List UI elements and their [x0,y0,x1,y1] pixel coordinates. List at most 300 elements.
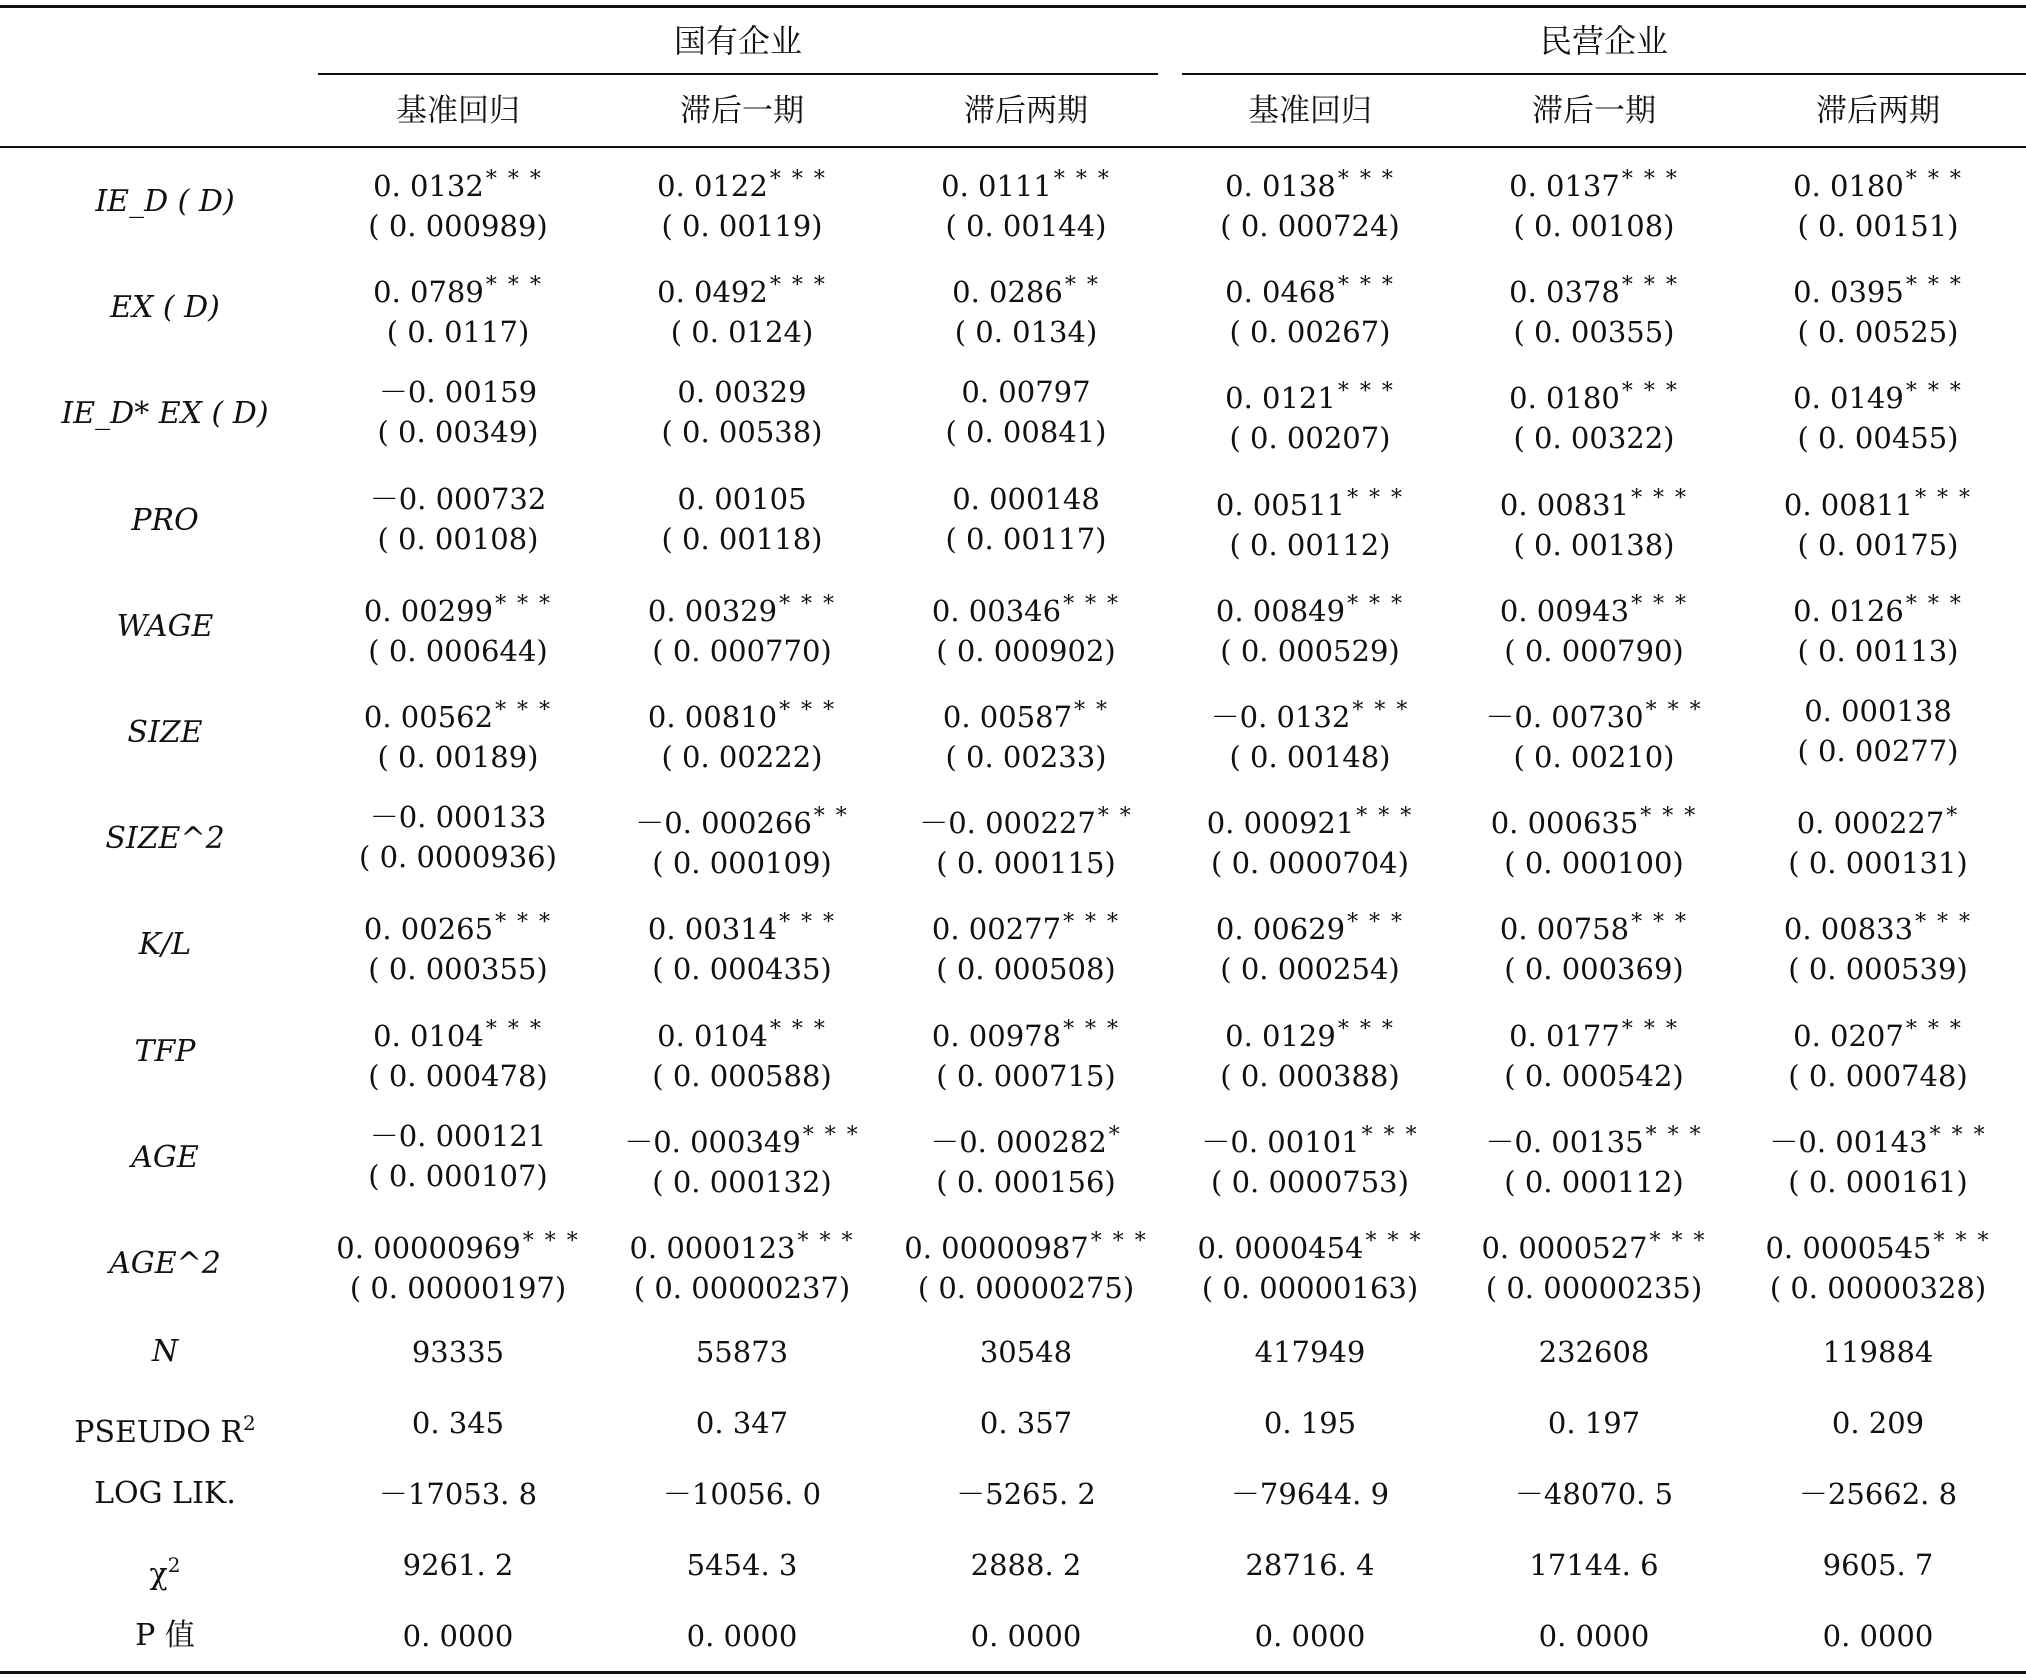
coefficient-line [1728,1116,2026,1162]
table-cell [308,1116,608,1196]
significance-stars: * * [813,804,849,830]
coefficient: －0. 00159 [378,375,538,410]
coefficient: －0. 000732 [369,481,547,516]
coefficient: 0. 0207 [1793,1018,1904,1053]
standard-error: ( 0. 00138) [1513,527,1675,562]
significance-stars: * * * [1356,804,1414,830]
standard-error: ( 0. 00113) [1797,633,1959,668]
standard-error: ( 0. 000161) [1788,1164,1968,1199]
table-cell [592,691,892,777]
significance-stars: * * * [485,1016,543,1042]
standard-error: ( 0. 00000328) [1769,1271,1987,1305]
significance-stars: * * * [769,167,827,192]
coefficient: －0. 000227 [919,806,1096,841]
significance-stars: * * * [779,698,837,723]
table-cell [876,372,1176,452]
coefficient-line [1444,797,1744,843]
coefficient: 0. 0132 [373,169,484,203]
table-cell [1728,372,2026,458]
standard-error: ( 0. 0000936) [359,840,557,875]
table-cell [1728,797,2026,883]
table-cell [1728,479,2026,565]
coefficient-line [876,1010,1176,1056]
standard-error: ( 0. 00349) [377,415,539,450]
coefficient: 0. 0378 [1509,275,1620,310]
coefficient-line [1728,479,2026,525]
table-cell [876,903,1176,989]
coefficient-line [1160,797,1460,843]
table-cell [308,1222,608,1308]
table-cell [1160,160,1460,246]
coefficient-line [876,691,1176,737]
coefficient: 0. 000148 [952,481,1100,516]
significance-stars: * * * [1631,591,1689,617]
significance-stars: * * * [769,1016,827,1042]
coefficient-line [1160,1116,1460,1162]
coefficient-line [1160,160,1460,206]
coefficient-line [592,160,892,206]
significance-stars: * * * [495,591,553,617]
stat-value: 9261. 2 [402,1548,514,1582]
standard-error: ( 0. 000115) [936,846,1116,881]
coefficient: 0. 00314 [647,912,778,947]
standard-error: ( 0. 00118) [661,521,823,556]
coefficient: 0. 00562 [363,700,494,734]
coefficient-line [308,903,608,949]
table-cell [592,160,892,246]
significance-stars: * * * [802,1122,860,1148]
standard-error: ( 0. 00000197) [349,1271,567,1305]
coefficient: －0. 000121 [369,1118,547,1153]
table-cell [308,160,608,246]
coefficient-line [1160,903,1460,949]
stat-value: －5265. 2 [956,1477,1096,1511]
coefficient-line [592,266,892,312]
standard-error: ( 0. 0000704) [1211,846,1409,881]
table-cell [1444,160,1744,246]
significance-stars: * * * [1053,167,1111,192]
coefficient: 0. 0126 [1793,593,1904,628]
table-cell [1160,585,1460,671]
table-cell [1160,797,1460,883]
coefficient-line [1160,266,1460,312]
table-cell [1444,266,1744,352]
table-cell [1444,903,1744,989]
coefficient: 0. 00000969 [336,1231,521,1265]
standard-error: ( 0. 000508) [936,952,1116,987]
coefficient-line [876,585,1176,631]
coefficient: 0. 00833 [1783,912,1914,947]
coefficient-line [308,691,608,737]
column-header: 滞后一期 [680,93,804,129]
table-cell [876,1010,1176,1096]
coefficient-line [592,903,892,949]
row-label: K/L [138,927,192,963]
row-label: EX ( D) [110,290,220,326]
standard-error: ( 0. 000107) [368,1158,548,1193]
standard-error: ( 0. 00355) [1513,315,1675,350]
table-cell [876,1222,1176,1308]
significance-stars: * * * [779,910,837,936]
coefficient: 0. 00810 [647,700,778,734]
table-cell [308,479,608,559]
standard-error: ( 0. 000644) [368,633,548,668]
standard-error: ( 0. 00525) [1797,315,1959,350]
table-cell [592,1116,892,1202]
standard-error: ( 0. 000388) [1220,1058,1400,1093]
table-cell [308,691,608,777]
coefficient-line [1444,479,1744,525]
bottom-rule [0,1671,2026,1674]
standard-error: ( 0. 00233) [945,740,1107,774]
table-cell [1444,1116,1744,1202]
row-label: WAGE [116,608,214,644]
column-header: 滞后两期 [1816,93,1940,129]
coefficient: 0. 00277 [931,912,1062,947]
significance-stars: * * * [1915,910,1973,936]
coefficient-line [308,797,608,837]
stat-label [0,1545,330,1592]
stat-value: 0. 357 [979,1406,1073,1440]
coefficient: －0. 000349 [624,1124,801,1159]
coefficient-line [1728,903,2026,949]
stat-value: 30548 [979,1335,1073,1369]
significance-stars: * * * [1365,1229,1423,1254]
coefficient-line [1444,585,1744,631]
stat-value: 0. 0000 [970,1619,1082,1653]
standard-error: ( 0. 000529) [1220,633,1400,668]
group-header-private: 民营企业 [1539,22,1668,60]
coefficient: 0. 00587 [942,700,1073,734]
significance-stars: * * * [779,591,837,617]
stat-label [0,1616,330,1656]
table-cell [1728,1222,2026,1308]
table-cell [308,585,608,671]
coefficient: －0. 00730 [1485,700,1644,734]
coefficient: 0. 000138 [1804,694,1952,728]
table-cell [1160,1010,1460,1096]
significance-stars: * * * [1063,591,1121,617]
table-cell [876,479,1176,559]
table-cell [1160,1116,1460,1202]
significance-stars: * * * [1645,698,1703,723]
table-cell [876,797,1176,883]
stat-value: 232608 [1538,1335,1650,1369]
stat-value: 93335 [411,1335,505,1369]
coefficient: 0. 0121 [1225,381,1336,416]
coefficient: 0. 0180 [1793,169,1904,203]
coefficient-line [1728,1222,2026,1268]
coefficient-line [876,1222,1176,1268]
coefficient: －0. 0132 [1210,700,1351,734]
standard-error: ( 0. 00000237) [633,1271,851,1305]
coefficient: 0. 00346 [931,593,1062,628]
table-cell [1160,903,1460,989]
significance-stars: * * * [1933,1229,1991,1254]
coefficient: 0. 00811 [1783,487,1914,522]
significance-stars: * * * [1631,910,1689,936]
standard-error: ( 0. 0124) [670,315,814,350]
stat-value: 17144. 6 [1529,1548,1659,1582]
significance-stars: * * * [1905,273,1963,299]
coefficient-line [1728,691,2026,731]
stat-value: 0. 345 [411,1406,505,1440]
coefficient: 0. 0286 [952,275,1063,310]
standard-error: ( 0. 000100) [1504,846,1684,881]
stat-value: 0. 197 [1547,1406,1641,1440]
significance-stars: * * * [1361,1122,1419,1148]
standard-error: ( 0. 000770) [652,633,832,668]
significance-stars: * * * [797,1229,855,1254]
table-cell [592,797,892,883]
coefficient: 0. 00105 [677,481,807,516]
coefficient: 0. 0111 [941,169,1052,203]
table-cell [592,903,892,989]
table-cell [592,585,892,671]
standard-error: ( 0. 000588) [652,1058,832,1093]
significance-stars: * * * [1631,485,1689,511]
coefficient: －0. 00101 [1201,1124,1360,1159]
table-cell [1728,585,2026,671]
stat-value: －48070. 5 [1514,1477,1674,1511]
table-cell [1444,372,1744,458]
table-cell [1160,479,1460,565]
significance-stars: * * * [1090,1229,1148,1254]
significance-stars: * * * [1347,910,1405,936]
table-cell [308,266,608,352]
coefficient-line [308,479,608,519]
stat-value: 0. 0000 [402,1619,514,1653]
coefficient-line [876,479,1176,519]
standard-error: ( 0. 00000275) [917,1271,1135,1305]
standard-error: ( 0. 000724) [1220,209,1400,243]
coefficient: 0. 0789 [373,275,484,310]
standard-error: ( 0. 00538) [661,415,823,450]
significance-stars: * * * [1649,1229,1707,1254]
significance-stars: * * * [1337,273,1395,299]
stat-value: 0. 195 [1263,1406,1357,1440]
standard-error: ( 0. 0134) [954,315,1098,350]
significance-stars: * [1108,1122,1122,1148]
row-label: IE_D ( D) [95,184,235,219]
row-label: AGE [131,1139,199,1175]
table-cell [308,903,608,989]
coefficient-line [592,372,892,412]
stat-value: 9605. 7 [1822,1548,1934,1582]
stat-value: 0. 347 [695,1406,789,1440]
column-header: 基准回归 [396,93,520,129]
standard-error: ( 0. 00151) [1797,209,1959,243]
column-header: 滞后一期 [1532,93,1656,129]
stat-label-text: P 值 [135,1618,195,1653]
coefficient: 0. 0468 [1225,275,1336,310]
coefficient-line [308,585,608,631]
coefficient: 0. 0149 [1793,381,1904,416]
coefficient-line [592,1222,892,1268]
coefficient: －0. 000282 [930,1124,1107,1159]
coefficient: 0. 00831 [1499,487,1630,522]
coefficient: 0. 00797 [961,375,1091,410]
coefficient: －0. 000133 [369,800,547,835]
significance-stars: * [1946,804,1960,830]
significance-stars: * * * [1640,804,1698,830]
stat-value: －10056. 0 [662,1477,822,1511]
standard-error: ( 0. 00117) [945,521,1107,556]
coefficient: －0. 000266 [635,806,812,841]
standard-error: ( 0. 00000163) [1201,1271,1419,1305]
significance-stars: * * * [1337,379,1395,405]
standard-error: ( 0. 000539) [1788,952,1968,987]
standard-error: ( 0. 000790) [1504,633,1684,668]
coefficient: 0. 0492 [657,275,768,310]
coefficient-line [592,585,892,631]
standard-error: ( 0. 00108) [1513,209,1675,243]
coefficient-line [1728,585,2026,631]
column-header: 滞后两期 [964,93,1088,129]
column-header: 基准回归 [1248,93,1372,129]
coefficient-line [1444,372,1744,418]
table-cell [1160,691,1460,777]
stat-value: －17053. 8 [378,1477,538,1511]
coefficient-line [308,160,608,206]
table-cell [1444,797,1744,883]
coefficient-line [592,797,892,843]
coefficient-line [876,903,1176,949]
standard-error: ( 0. 000715) [936,1058,1116,1093]
significance-stars: * * * [1621,273,1679,299]
standard-error: ( 0. 000156) [936,1164,1116,1199]
table-cell [1444,585,1744,671]
table-cell [1160,1222,1460,1308]
standard-error: ( 0. 00210) [1513,740,1675,774]
standard-error: ( 0. 000435) [652,952,832,987]
standard-error: ( 0. 000254) [1220,952,1400,987]
significance-stars: * * * [1621,379,1679,405]
coefficient-line [1728,797,2026,843]
standard-error: ( 0. 0000753) [1211,1164,1409,1199]
coefficient-line [1160,1222,1460,1268]
table-cell [592,372,892,452]
table-cell [1728,1010,2026,1096]
row-label: SIZE [127,715,203,750]
stat-value: 28716. 4 [1245,1548,1375,1582]
significance-stars: * * * [1905,379,1963,405]
table-cell [1160,372,1460,458]
table-cell [1728,1116,2026,1202]
coefficient: 0. 000635 [1490,806,1639,841]
table-cell [592,266,892,352]
significance-stars: * * * [1915,485,1973,511]
standard-error: ( 0. 00267) [1229,315,1391,350]
coefficient: 0. 00265 [363,912,494,947]
significance-stars: * * * [485,167,543,192]
standard-error: ( 0. 00108) [377,521,539,556]
standard-error: ( 0. 00455) [1797,421,1959,456]
significance-stars: * * * [769,273,827,299]
coefficient-line [1444,266,1744,312]
table-cell [1444,1222,1744,1308]
standard-error: ( 0. 000131) [1788,846,1968,881]
stat-label-text: LOG LIK. [94,1476,236,1511]
header-bottom-rule [0,146,2026,148]
coefficient: 0. 0000123 [629,1231,796,1265]
table-cell [308,372,608,452]
coefficient: 0. 0000545 [1765,1231,1932,1265]
table-cell [1444,1010,1744,1096]
coefficient: －0. 00143 [1769,1124,1928,1159]
table-cell [876,266,1176,352]
coefficient: 0. 00629 [1215,912,1346,947]
significance-stars: * * * [1063,910,1121,936]
coefficient: 0. 00299 [363,593,494,628]
significance-stars: * * * [1063,1016,1121,1042]
standard-error: ( 0. 00189) [377,740,539,774]
stat-value: 0. 0000 [1538,1619,1650,1653]
coefficient: 0. 0180 [1509,381,1620,416]
significance-stars: * * [1074,698,1110,723]
stat-value: 417949 [1254,1335,1366,1369]
coefficient-line [876,160,1176,206]
standard-error: ( 0. 00112) [1229,527,1391,562]
coefficient-line [592,479,892,519]
coefficient: 0. 00511 [1215,487,1346,522]
coefficient-line [1444,691,1744,737]
row-label: TFP [134,1033,196,1069]
coefficient: 0. 000921 [1206,806,1355,841]
coefficient: －0. 00135 [1485,1124,1644,1159]
standard-error: ( 0. 000478) [368,1058,548,1093]
standard-error: ( 0. 000542) [1504,1058,1684,1093]
standard-error: ( 0. 00000235) [1485,1271,1703,1305]
coefficient: 0. 0395 [1793,275,1904,310]
significance-stars: * * * [495,910,553,936]
coefficient-line [1444,160,1744,206]
standard-error: ( 0. 000132) [652,1164,832,1199]
significance-stars: * * * [1352,698,1410,723]
standard-error: ( 0. 00175) [1797,527,1959,562]
table-cell [1728,160,2026,246]
stat-value: 119884 [1822,1335,1934,1369]
group-underline-soe [318,73,1158,75]
significance-stars: * * * [485,273,543,299]
table-cell [592,479,892,559]
significance-stars: * * * [1645,1122,1703,1148]
stat-value: 0. 0000 [1254,1619,1366,1653]
coefficient-line [308,1222,608,1268]
stat-value: －25662. 8 [1798,1477,1958,1511]
coefficient: 0. 00849 [1215,593,1346,628]
coefficient-line [876,797,1176,843]
stat-label [0,1474,330,1514]
coefficient: 0. 000227 [1796,806,1945,841]
significance-stars: * * * [1905,1016,1963,1042]
standard-error: ( 0. 00841) [945,415,1107,450]
coefficient-line [1444,1222,1744,1268]
coefficient: 0. 0122 [657,169,768,203]
coefficient: 0. 0104 [373,1018,484,1053]
standard-error: ( 0. 00119) [661,209,823,243]
coefficient: 0. 0129 [1225,1018,1336,1053]
table-cell [876,691,1176,777]
coefficient: 0. 00000987 [904,1231,1089,1265]
stat-label-text: χ [149,1557,168,1592]
standard-error: ( 0. 000112) [1504,1164,1684,1199]
significance-stars: * * * [1905,167,1963,192]
standard-error: ( 0. 0117) [386,315,530,350]
coefficient-line [1444,903,1744,949]
significance-stars: * * * [1337,167,1395,192]
stat-value: 0. 0000 [686,1619,798,1653]
